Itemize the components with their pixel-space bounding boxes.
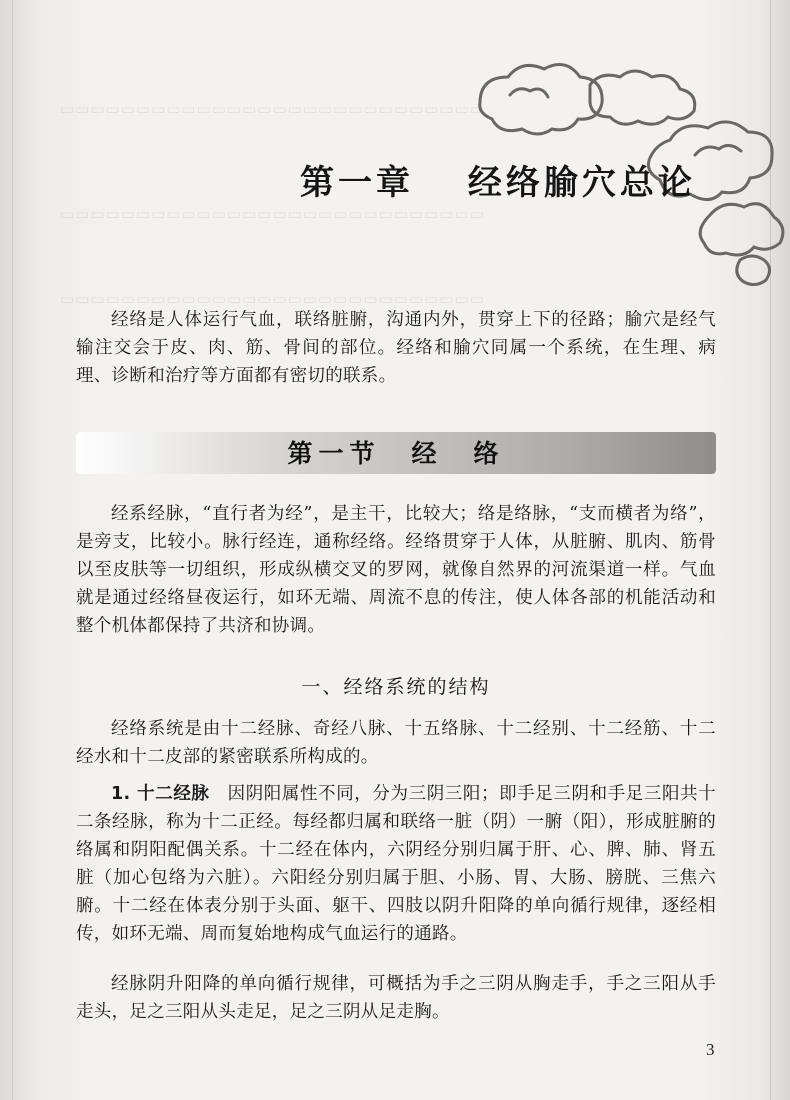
item-twelve-meridians [76,780,716,948]
subsection-title: 一、经络系统的结构 [301,676,491,698]
section-paragraph: 经系经脉，“直行者为经”，是主干，比较大；络是络脉，“支而横者为络”，是旁支，比较小。脉行经连，通称经络。经络贯穿于人体，从脏腑、肌肉、筋骨以至皮肤等一切组织，形成纵横交叉的罗网，就像自然界的河流渠道一样。气血就是通过经络昼夜运行，如环无端、周流不息的传注，使人体各部的机能活动和整个机体都保持了共济和协调。 [76,504,716,636]
show-through-texture: ▭▭▭▭▭▭▭▭▭▭▭▭▭▭▭▭▭▭▭▭▭▭▭▭▭▭▭▭ [60,100,485,118]
page-number: 3 [706,1040,715,1059]
show-through-texture: ▭▭▭▭▭▭▭▭▭▭▭▭▭▭▭▭▭▭▭▭▭▭▭▭▭▭▭▭ [60,290,485,308]
item-lead: 1. 十二经脉 [111,784,210,804]
closing-paragraph: 经脉阴升阳降的单向循行规律，可概括为手之三阴从胸走手，手之三阳从手走头，足之三阳从头走足，足之三阴从足走胸。 [76,974,716,1022]
subsection-paragraph: 经络系统是由十二经脉、奇经八脉、十五络脉、十二经别、十二经筋、十二经水和十二皮部的紧密联系所构成的。 [76,719,716,767]
item-text: 因阴阳属性不同，分为三阴三阳；即手足三阴和手足三阳共十二条经脉，称为十二正经。每经都归属和联络一脏（阴）一腑（阳），形成脏腑的络属和阴阳配偶关系。十二经在体内，六阴经分别归属于肝、心、脾、肺、肾五脏（加心包络为六脏）。六阳经分别归属于胆、小肠、胃、大肠、膀胱、三焦六腑。十二经在体表分别于头面、躯干、四肢以阴升阳降的单向循行规律，逐经相传，如环无端、周而复始地构成气血运行的通路。 [76,784,716,944]
section-title: 第一节 经 络 [287,439,505,468]
page-edge-left [12,0,13,1100]
chapter-intro-paragraph: 经络是人体运行气血，联络脏腑，沟通内外，贯穿上下的径路；腧穴是经气输注交会于皮、肉、筋、骨间的部位。经络和腧穴同属一个系统，在生理、病理、诊断和治疗等方面都有密切的联系。 [76,310,716,386]
show-through-texture: ▭▭▭▭▭▭▭▭▭▭▭▭▭▭▭▭▭▭▭▭▭▭▭▭▭▭▭▭ [60,205,485,223]
chapter-title: 第一章 经络腧穴总论 [300,163,696,203]
